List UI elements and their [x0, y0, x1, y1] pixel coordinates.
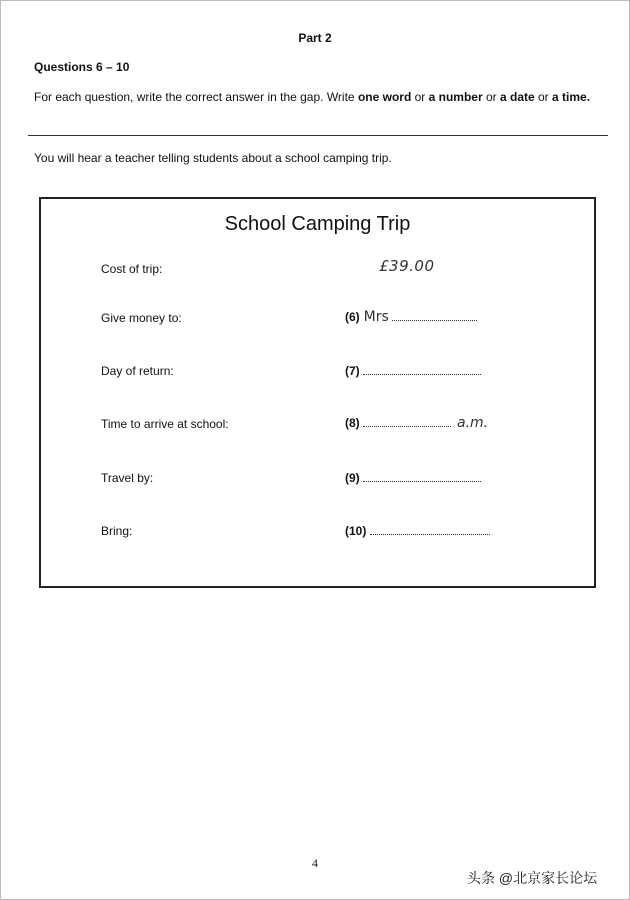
answer-7 — [345, 364, 481, 378]
instructions-or: or — [534, 90, 553, 104]
form-label-bring: Bring: — [101, 524, 133, 538]
instructions-or: or — [411, 90, 429, 104]
cost-value: £39.00 — [379, 257, 435, 275]
instructions — [34, 90, 594, 104]
answer-blank-7[interactable] — [363, 364, 481, 375]
form-label-day-return: Day of return: — [101, 364, 174, 378]
answer-9 — [345, 471, 481, 485]
question-number: (9) — [345, 471, 360, 485]
question-number: (6) — [345, 310, 360, 324]
answer-blank-9[interactable] — [363, 471, 481, 482]
page-number: 4 — [312, 856, 318, 870]
answer-6 — [345, 309, 477, 325]
form-label-travel: Travel by: — [101, 471, 154, 485]
question-number: (8) — [345, 416, 360, 430]
instructions-option-time: a time. — [552, 90, 591, 104]
question-number: (7) — [345, 364, 360, 378]
instructions-option-date: a date — [499, 90, 535, 104]
form-label-give-money: Give money to: — [101, 311, 182, 325]
instructions-or: or — [482, 90, 500, 104]
form-title: School Camping Trip — [224, 213, 411, 235]
instructions-option-word: one word — [357, 90, 412, 104]
form-box — [39, 197, 596, 588]
form-label-arrival-time: Time to arrive at school: — [101, 417, 229, 431]
context-text: You will hear a teacher telling students about a school camping trip. — [34, 151, 392, 165]
answer-blank-8[interactable] — [363, 416, 451, 427]
answer-8 — [345, 415, 488, 431]
part-title: Part 2 — [298, 31, 332, 45]
instructions-intro: For each question, write the correct answer in the gap. Write — [34, 90, 358, 104]
question-range: Questions 6 – 10 — [34, 60, 130, 74]
instructions-option-number: a number — [428, 90, 483, 104]
answer-blank-6[interactable] — [392, 310, 477, 321]
answer-suffix: a.m. — [457, 415, 489, 431]
form-label-cost: Cost of trip: — [101, 262, 163, 276]
answer-blank-10[interactable] — [370, 524, 490, 535]
question-number: (10) — [345, 524, 367, 538]
watermark: 头条 @北京家长论坛 — [467, 870, 598, 886]
answer-10 — [345, 524, 490, 538]
section-divider — [28, 135, 608, 136]
answer-prefix: Mrs — [363, 309, 389, 325]
